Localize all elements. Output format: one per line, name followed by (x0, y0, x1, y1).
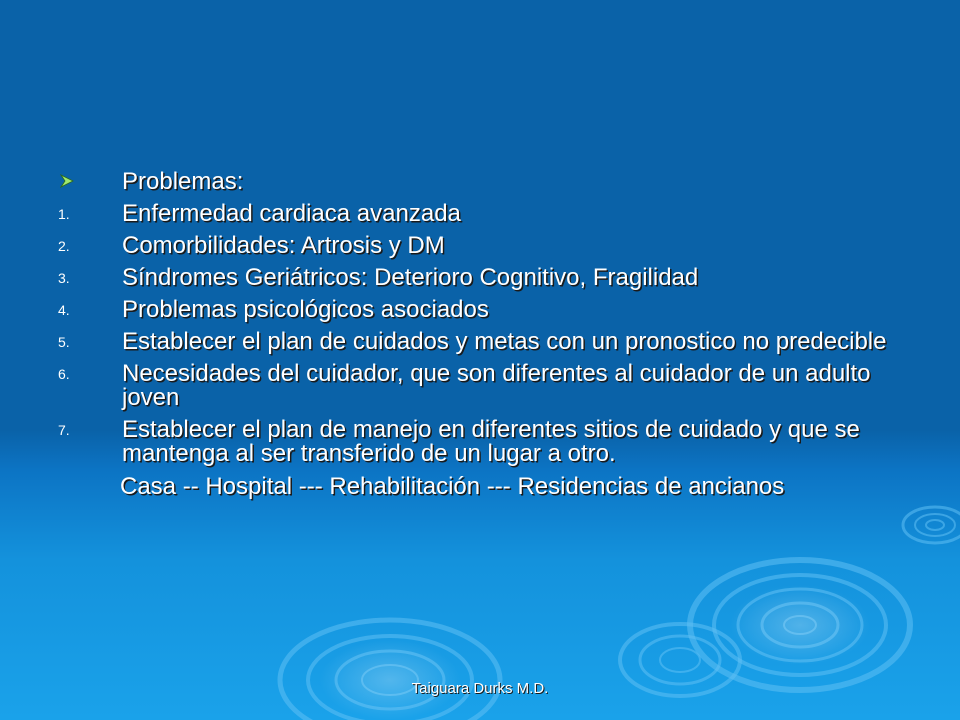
list-item (58, 234, 908, 258)
care-settings-line: Casa -- Hospital --- Rehabilitación --- Residencias de ancianos (120, 473, 785, 500)
list-item-text: Síndromes Geriátricos: Deterioro Cognitivo, Fragilidad (122, 264, 699, 291)
list-number: 6. (58, 366, 70, 382)
list-item-text: Comorbilidades: Artrosis y DM (122, 232, 445, 259)
list-number: 2. (58, 238, 70, 254)
list-item-text: Problemas psicológicos asociados (122, 296, 489, 323)
heading-item (58, 170, 908, 194)
list-number: 3. (58, 270, 70, 286)
list-item-text: Establecer el plan de manejo en diferentes sitios de cuidado y que se mantenga al ser transferido de un lugar a otro. (122, 416, 860, 467)
footer-author: Taiguara Durks M.D. (411, 680, 549, 697)
list-number: 7. (58, 422, 70, 438)
list-item-text: Establecer el plan de cuidados y metas con un pronostico no predecible (122, 328, 887, 355)
list-item-text: Enfermedad cardiaca avanzada (122, 200, 461, 227)
list-number: 4. (58, 302, 70, 318)
heading-text: Problemas: (122, 168, 244, 195)
bullet-list (58, 170, 908, 500)
list-item (58, 418, 908, 466)
list-number: 5. (58, 334, 70, 350)
list-item (58, 266, 908, 290)
list-item (58, 362, 908, 410)
list-item (58, 330, 908, 354)
list-number: 1. (58, 206, 70, 222)
list-item (58, 202, 908, 226)
list-item (58, 298, 908, 322)
list-item-text: Necesidades del cuidador, que son diferentes al cuidador de un adulto joven (122, 360, 871, 411)
arrow-bullet-icon (60, 174, 74, 188)
